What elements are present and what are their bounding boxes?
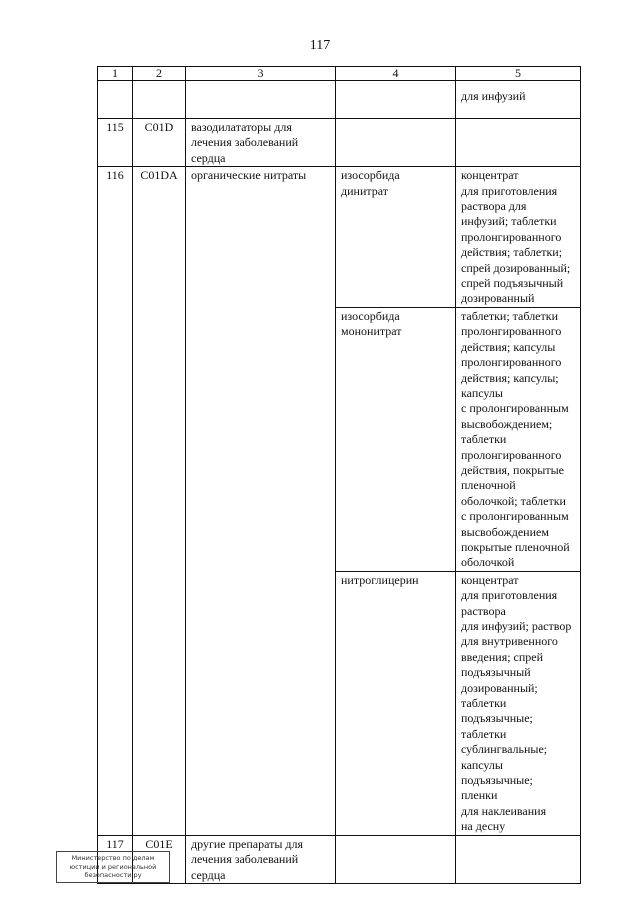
table-row (98, 307, 581, 571)
table-row (98, 167, 581, 308)
registration-stamp: Министерство по делам юстиции и региональной безопасности ру (56, 851, 170, 883)
group-name-cell (186, 307, 336, 571)
drug-name-cell (336, 835, 456, 883)
drug-name-cell: изосорбида динитрат (336, 167, 456, 308)
column-header: 4 (336, 67, 456, 81)
row-number-cell: 116 (98, 167, 133, 308)
group-name-cell: другие препараты для лечения заболеваний сердца (186, 835, 336, 883)
dosage-form-cell (456, 119, 581, 167)
drug-name-cell: нитроглицерин (336, 571, 456, 835)
dosage-form-cell: таблетки; таблетки пролонгированного действия; капсулы пролонгированного действия; капсулы; капсулы с пролонгированным высвобождением; таблетки пролонгированного действия, покрытые пленочной оболочкой; таблетки с пролонгированным высвобождением покрытые пленочной оболочкой (456, 307, 581, 571)
page-number: 117 (309, 38, 331, 53)
column-number-header-row (98, 67, 581, 81)
row-number-cell (98, 81, 133, 119)
atc-code-cell (133, 571, 186, 835)
drug-name-cell (336, 81, 456, 119)
column-header: 5 (456, 67, 581, 81)
row-number-cell (98, 571, 133, 835)
dosage-form-cell: для инфузий (456, 81, 581, 119)
table-row-continuation (98, 81, 581, 119)
dosage-form-cell: концентрат для приготовления раствора для инфузий; раствор для внутривенного введения; спрей подъязычный дозированный; таблетки подъязычные; таблетки сублингвальные; капсулы подъязычные; пленки для наклеивания на десну (456, 571, 581, 835)
row-number-cell: 115 (98, 119, 133, 167)
group-name-cell (186, 571, 336, 835)
dosage-form-cell: концентрат для приготовления раствора для инфузий; таблетки пролонгированного действия; таблетки; спрей дозированный; спрей подъязычный дозированный (456, 167, 581, 308)
dosage-form-cell (456, 835, 581, 883)
table-row (98, 571, 581, 835)
group-name-cell: вазодилататоры для лечения заболеваний сердца (186, 119, 336, 167)
row-number-cell: 117 (98, 835, 133, 883)
column-header: 3 (186, 67, 336, 81)
atc-code-cell: C01DA (133, 167, 186, 308)
atc-code-cell: C01D (133, 119, 186, 167)
atc-code-cell (133, 307, 186, 571)
drug-name-cell (336, 119, 456, 167)
atc-code-cell: C01E (133, 835, 186, 883)
group-name-cell (186, 81, 336, 119)
group-name-cell: органические нитраты (186, 167, 336, 308)
table-row (98, 119, 581, 167)
atc-code-cell (133, 81, 186, 119)
row-number-cell (98, 307, 133, 571)
column-header: 2 (133, 67, 186, 81)
drug-name-cell: изосорбида мононитрат (336, 307, 456, 571)
column-header: 1 (98, 67, 133, 81)
drug-classification-table (97, 66, 581, 884)
